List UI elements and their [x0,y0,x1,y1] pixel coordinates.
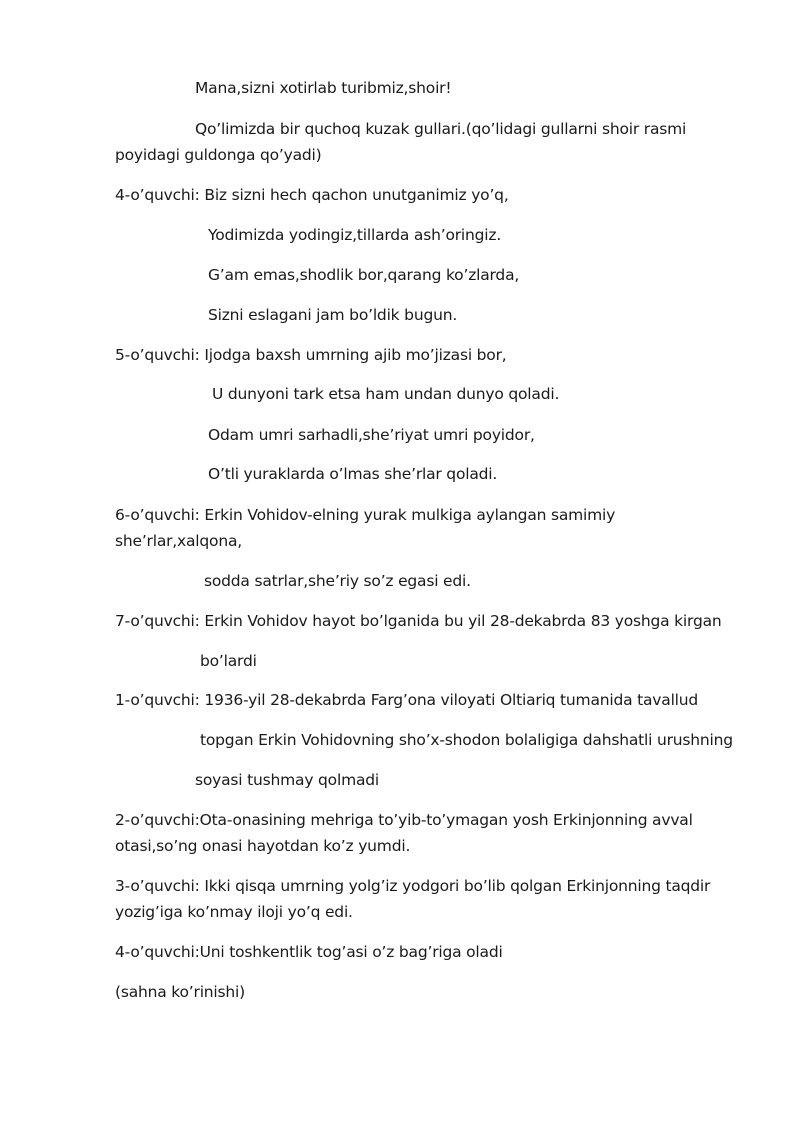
text-line-1: Mana,sizni xotirlab turibmiz,shoir! [195,79,452,97]
text-line-14: sodda satrlar,she’riy so’z egasi edi. [204,572,471,590]
text-line-12: 6-o’quvchi: Erkin Vohidov-elning yurak mulkiga aylangan samimiy [115,506,616,524]
text-line-18: topgan Erkin Vohidovning sho’x-shodon bolaligiga dahshatli urushning [200,731,733,749]
text-line-19: soyasi tushmay qolmadi [195,771,380,789]
text-line-3: poyidagi guldonga qo’yadi) [115,146,322,164]
text-line-15: 7-o’quvchi: Erkin Vohidov hayot bo’lganida bu yil 28-dekabrda 83 yoshga kirgan [115,612,722,630]
text-line-9: U dunyoni tark etsa ham undan dunyo qoladi. [212,385,560,403]
text-line-8: 5-o’quvchi: Ijodga baxsh umrning ajib mo’jizasi bor, [115,346,507,364]
text-line-20: 2-o’quvchi:Ota-onasining mehriga to’yib-to’ymagan yosh Erkinjonning avval [115,811,693,829]
text-line-13: she’rlar,xalqona, [115,532,242,550]
text-line-21: otasi,so’ng onasi hayotdan ko’z yumdi. [115,837,411,855]
text-line-16: bo’lardi [200,652,257,670]
text-line-5: Yodimizda yodingiz,tillarda ash’oringiz. [208,226,502,244]
text-line-25: (sahna ko’rinishi) [115,983,245,1001]
text-line-17: 1-o’quvchi: 1936-yil 28-dekabrda Farg’ona viloyati Oltiariq tumanida tavallud [115,691,699,709]
text-line-10: Odam umri sarhadli,she’riyat umri poyidor, [208,426,535,444]
text-line-4: 4-o’quvchi: Biz sizni hech qachon unutganimiz yo’q, [115,186,509,204]
text-line-7: Sizni eslagani jam bo’ldik bugun. [208,306,458,324]
text-line-24: 4-o’quvchi:Uni toshkentlik tog’asi o’z bag’riga oladi [115,943,503,961]
text-line-22: 3-o’quvchi: Ikki qisqa umrning yolg’iz yodgori bo’lib qolgan Erkinjonning taqdir [115,877,711,895]
text-line-2: Qo’limizda bir quchoq kuzak gullari.(qo’lidagi gullarni shoir rasmi [195,120,687,138]
text-line-23: yozig’iga ko’nmay iloji yo’q edi. [115,903,353,921]
text-line-6: G’am emas,shodlik bor,qarang ko’zlarda, [208,266,520,284]
text-line-11: O’tli yuraklarda o’lmas she’rlar qoladi. [208,465,498,483]
